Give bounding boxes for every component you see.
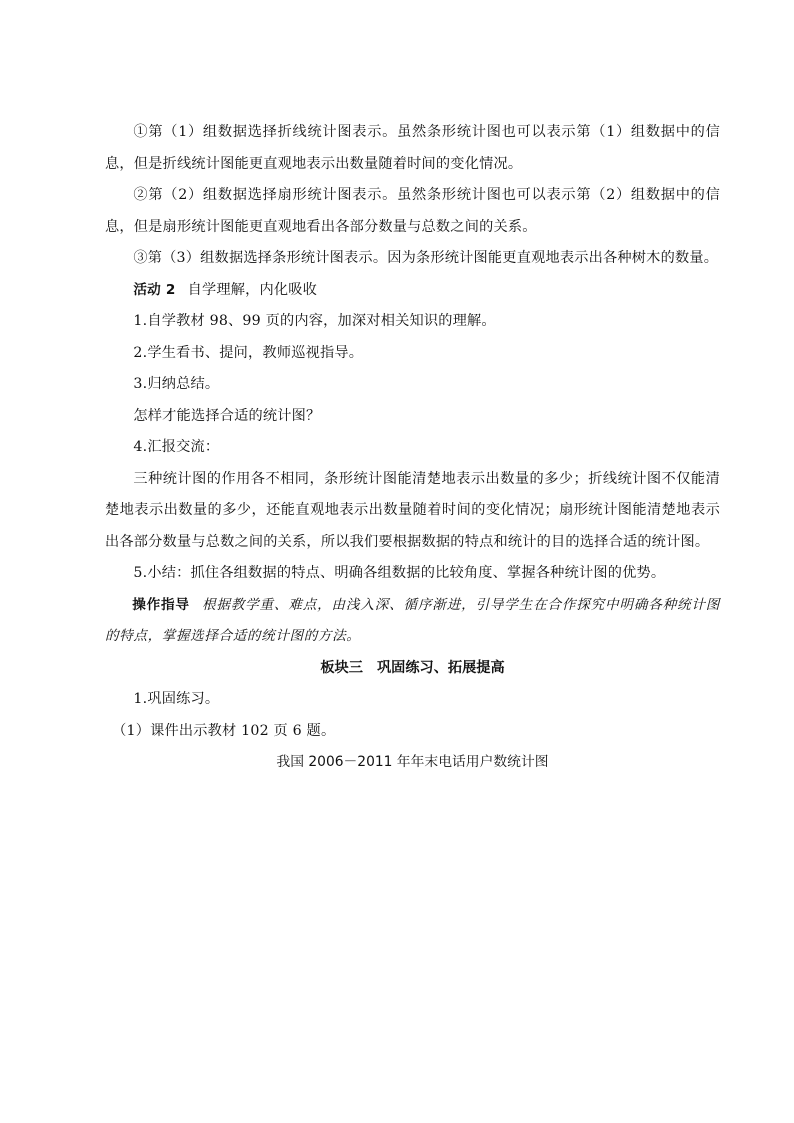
operation-guide-label: 操作指导 bbox=[132, 596, 190, 613]
practice-heading: 1.巩固练习。 bbox=[133, 691, 220, 707]
operation-guide-text: 根据教学重、难点，由浅入深、循序渐进，引导学生在合作探究中明确各种统计图的特点，掌握选择合适的统计图的方法。 bbox=[105, 596, 720, 644]
paragraph-line-chart-choice: ①第（1）组数据选择折线统计图表示。虽然条形统计图也可以表示第（1）组数据中的信息，但是折线统计图能更直观地表示出数量随着时间的变化情况。 bbox=[105, 124, 720, 172]
paragraph-pie-chart-choice: ②第（2）组数据选择扇形统计图表示。虽然条形统计图也可以表示第（2）组数据中的信息，但是扇形统计图能更直观地看出各部分数量与总数之间的关系。 bbox=[105, 187, 720, 235]
practice-item-1: （1）课件出示教材 102 页 6 题。 bbox=[112, 722, 336, 739]
activity-2-title: 自学理解，内化吸收 bbox=[187, 281, 318, 298]
document-content bbox=[105, 117, 720, 779]
paragraph-bar-chart-choice: ③第（3）组数据选择条形统计图表示。因为条形统计图能更直观地表示出各种树木的数量。 bbox=[133, 250, 719, 266]
step-4: 4.汇报交流： bbox=[133, 439, 220, 455]
step-3: 3.归纳总结。 bbox=[133, 376, 220, 392]
report-paragraph: 三种统计图的作用各不相同，条形统计图能清楚地表示出数量的多少；折线统计图不仅能清楚地表示出数量的多少，还能直观地表示出数量随着时间的变化情况；扇形统计图能清楚地表示出各部分数量与总数之间的关系，所以我们要根据数据的特点和统计的目的选择合适的统计图。 bbox=[105, 470, 720, 550]
activity-2-heading bbox=[105, 275, 720, 307]
section-3-title: 巩固练习、拓展提高 bbox=[376, 659, 505, 676]
section-3-heading bbox=[105, 653, 720, 685]
activity-2-label: 活动 2 bbox=[133, 281, 176, 298]
operation-guide bbox=[105, 590, 720, 653]
step-5-summary: 5.小结：抓住各组数据的特点、明确各组数据的比较角度、掌握各种统计图的优势。 bbox=[133, 565, 666, 581]
chart-caption: 我国 2006－2011 年年末电话用户数统计图 bbox=[276, 754, 549, 770]
summary-question: 怎样才能选择合适的统计图？ bbox=[133, 407, 321, 424]
section-3-label: 板块三 bbox=[320, 659, 363, 676]
step-1: 1.自学教材 98、99 页的内容，加深对相关知识的理解。 bbox=[133, 313, 496, 329]
step-2: 2.学生看书、提问，教师巡视指导。 bbox=[133, 344, 364, 361]
